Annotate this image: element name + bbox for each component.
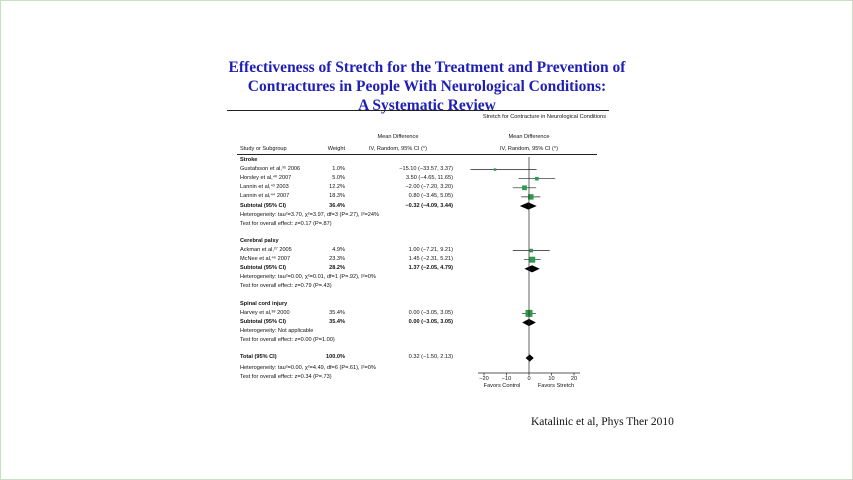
- x-tick-label: 20: [570, 376, 578, 383]
- group-heading: Cerebral palsy: [240, 237, 279, 244]
- subtotal-label: Subtotal (95% CI): [240, 318, 286, 325]
- study-ci: 1.00 (−7.21, 9.21): [408, 247, 453, 254]
- study-point: [529, 249, 533, 253]
- group-note: Test for overall effect: z=0.00 (P=1.00): [240, 337, 335, 344]
- total-label: Total (95% CI): [240, 354, 277, 361]
- study-label: Ackman et al,²⁷ 2005: [240, 247, 292, 254]
- x-tick-label: 0: [527, 376, 531, 383]
- subtotal-label: Subtotal (95% CI): [240, 202, 286, 209]
- subtotal-ci: 0.00 (−3.05, 3.05): [408, 318, 453, 325]
- study-point: [522, 185, 527, 190]
- figure-title: Stretch for Contracture in Neurological Conditions: [482, 114, 606, 120]
- total-ci: 0.32 (−1.50, 2.13): [408, 354, 453, 361]
- group-heading: Stroke: [240, 157, 258, 163]
- header-plot-top: Mean Difference: [508, 134, 550, 140]
- study-ci: −2.00 (−7.20, 3.20): [405, 184, 453, 191]
- total-diamond: [526, 354, 534, 361]
- group-note: Heterogeneity: tau²=0.00, χ²=0.01, df=1 (P=.92), I²=0%: [240, 274, 376, 281]
- total-note: Heterogeneity: tau²=0.00, χ²=4.49, df=6 (P=.61), I²=0%: [240, 365, 376, 372]
- forest-plot: [237, 110, 609, 410]
- subtotal-ci: −0.32 (−4.09, 3.44): [405, 202, 453, 209]
- study-ci: 3.50 (−4.65, 11.65): [405, 175, 453, 182]
- x-tick-label: −20: [479, 376, 489, 383]
- study-point: [494, 168, 497, 171]
- study-weight: 5.0%: [332, 175, 345, 182]
- study-ci: −15.10 (−33.57, 3.37): [399, 166, 453, 173]
- study-ci: 0.80 (−3.45, 5.05): [408, 193, 453, 200]
- x-tick-label: −10: [501, 376, 512, 383]
- subtotal-weight: 35.4%: [329, 318, 345, 325]
- header-md-bottom: IV, Random, 95% CI (°): [369, 146, 427, 152]
- study-ci: 0.00 (−3.05, 3.05): [408, 309, 453, 316]
- study-label: Lannin et al,⁴⁴ 2007: [240, 193, 290, 200]
- group-note: Test for overall effect: z=0.17 (P=.87): [240, 220, 332, 227]
- study-ci: 1.45 (−2.31, 5.21): [408, 256, 453, 263]
- title-line-1: Effectiveness of Stretch for the Treatment and Prevention of: [228, 59, 626, 76]
- study-weight: 1.0%: [332, 166, 345, 173]
- header-study: Study or Subgroup: [240, 146, 287, 152]
- group-note: Heterogeneity: tau²=3.70, χ²=3.97, df=3 (P=.27), I²=24%: [240, 211, 379, 218]
- study-label: Gustafsson et al,³⁵ 2006: [240, 166, 301, 173]
- subtotal-weight: 28.2%: [329, 265, 345, 272]
- total-note: Test for overall effect: z=0.34 (P=.73): [240, 374, 332, 381]
- total-weight: 100.0%: [326, 354, 345, 361]
- subtotal-diamond: [520, 202, 537, 209]
- study-weight: 35.4%: [329, 309, 345, 316]
- favors-stretch-label: Favors Stretch: [537, 383, 575, 390]
- study-label: Lannin et al,⁴³ 2003: [240, 184, 289, 191]
- study-weight: 12.2%: [329, 184, 345, 191]
- subtotal-weight: 36.4%: [329, 202, 345, 209]
- study-label: McNee et al,⁴⁶ 2007: [240, 256, 291, 263]
- study-weight: 4.9%: [332, 247, 345, 254]
- group-note: Heterogeneity: Not applicable: [240, 328, 314, 335]
- favors-control-label: Favors Control: [483, 383, 521, 390]
- x-tick-label: 10: [548, 376, 555, 383]
- header-md-top: Mean Difference: [377, 134, 419, 140]
- group-note: Test for overall effect: z=0.79 (P=.43): [240, 283, 332, 290]
- citation: Katalinic et al, Phys Ther 2010: [531, 416, 674, 428]
- study-label: Harvey et al,³⁸ 2000: [240, 309, 290, 316]
- study-weight: 23.3%: [329, 256, 345, 263]
- header-weight: Weight: [327, 146, 345, 152]
- study-weight: 18.3%: [329, 193, 345, 200]
- title-line-3: A Systematic Review: [358, 97, 496, 114]
- group-heading: Spinal cord injury: [240, 300, 288, 307]
- study-point: [529, 257, 535, 263]
- study-point: [535, 177, 539, 181]
- header-plot-bottom: IV, Random, 95% CI (°): [500, 146, 558, 152]
- subtotal-ci: 1.37 (−2.05, 4.79): [408, 265, 453, 272]
- slide-title: [201, 58, 653, 115]
- study-label: Horsley et al,⁴⁰ 2007: [240, 175, 292, 182]
- subtotal-label: Subtotal (95% CI): [240, 265, 286, 272]
- title-line-2: Contractures in People With Neurological Conditions:: [247, 78, 607, 95]
- subtotal-diamond: [524, 265, 539, 272]
